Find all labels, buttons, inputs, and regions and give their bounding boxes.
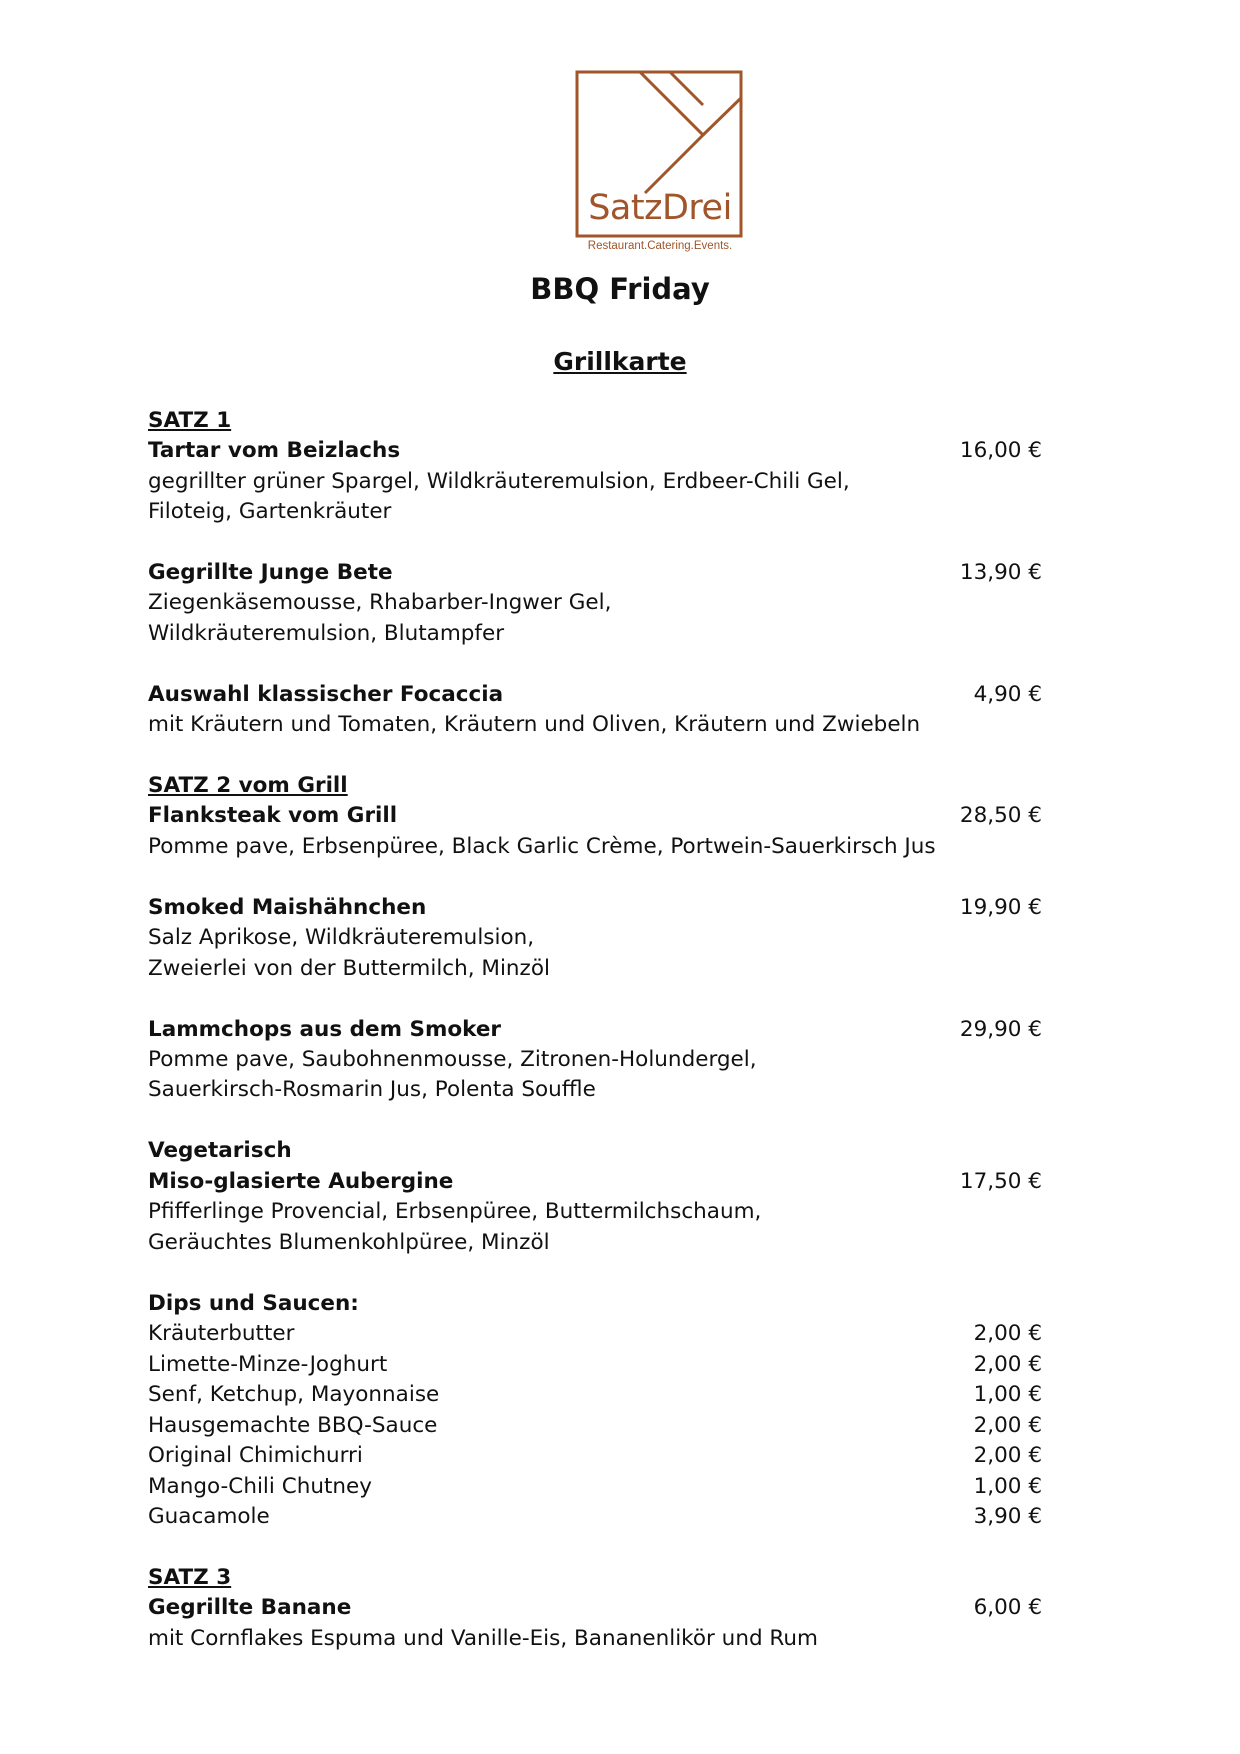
page-title: BBQ Friday — [530, 272, 710, 306]
item-name: Flanksteak vom Grill — [148, 803, 398, 828]
dip-price: 3,90 € — [973, 1504, 1042, 1529]
item-description: Geräuchtes Blumenkohlpüree, Minzöl — [148, 1230, 550, 1255]
section-heading-satz1: SATZ 1 — [148, 408, 232, 433]
item-name: Tartar vom Beizlachs — [148, 438, 401, 463]
dip-price: 1,00 € — [973, 1382, 1042, 1407]
dip-price: 1,00 € — [973, 1474, 1042, 1499]
item-description: Salz Aprikose, Wildkräuteremulsion, — [148, 925, 535, 950]
dip-name: Original Chimichurri — [148, 1443, 363, 1468]
item-name: Auswahl klassischer Focaccia — [148, 682, 504, 707]
menu-subtitle: Grillkarte — [553, 347, 687, 376]
section-heading-satz3: SATZ 3 — [148, 1565, 232, 1590]
dip-price: 2,00 € — [973, 1352, 1042, 1377]
item-price: 13,90 € — [959, 560, 1042, 585]
logo-wordmark: SatzDrei — [588, 188, 732, 228]
item-price: 4,90 € — [973, 682, 1042, 707]
dip-price: 2,00 € — [973, 1413, 1042, 1438]
dip-name: Mango-Chili Chutney — [148, 1474, 372, 1499]
logo-tagline: Restaurant.Catering.Events. — [587, 240, 733, 252]
item-name: Smoked Maishähnchen — [148, 895, 427, 920]
item-description: Sauerkirsch-Rosmarin Jus, Polenta Souffle — [148, 1077, 596, 1102]
item-description: Pfifferlinge Provencial, Erbsenpüree, Buttermilchschaum, — [148, 1199, 762, 1224]
item-price: 29,90 € — [959, 1017, 1042, 1042]
item-description: Pomme pave, Erbsenpüree, Black Garlic Crème, Portwein-Sauerkirsch Jus — [148, 834, 936, 859]
item-name: Gegrillte Junge Bete — [148, 560, 393, 585]
item-price: 28,50 € — [959, 803, 1042, 828]
item-price: 16,00 € — [959, 438, 1042, 463]
item-name: Lammchops aus dem Smoker — [148, 1017, 502, 1042]
item-description: mit Kräutern und Tomaten, Kräutern und Oliven, Kräutern und Zwiebeln — [148, 712, 921, 737]
item-price: 17,50 € — [959, 1169, 1042, 1194]
item-description: mit Cornflakes Espuma und Vanille-Eis, Bananenlikör und Rum — [148, 1626, 818, 1651]
item-name: Miso-glasierte Aubergine — [148, 1169, 454, 1194]
item-description: gegrillter grüner Spargel, Wildkräuteremulsion, Erdbeer-Chili Gel, — [148, 469, 850, 494]
dip-price: 2,00 € — [973, 1443, 1042, 1468]
item-description: Pomme pave, Saubohnenmousse, Zitronen-Holundergel, — [148, 1047, 757, 1072]
dip-price: 2,00 € — [973, 1321, 1042, 1346]
section-heading-dips: Dips und Saucen: — [148, 1291, 359, 1316]
dip-name: Kräuterbutter — [148, 1321, 295, 1346]
section-heading-vegetarian: Vegetarisch — [148, 1138, 292, 1163]
section-heading-satz2: SATZ 2 vom Grill — [148, 773, 348, 798]
dip-name: Limette-Minze-Joghurt — [148, 1352, 388, 1377]
dip-name: Senf, Ketchup, Mayonnaise — [148, 1382, 440, 1407]
item-price: 6,00 € — [973, 1595, 1042, 1620]
dip-name: Hausgemachte BBQ-Sauce — [148, 1413, 438, 1438]
item-price: 19,90 € — [959, 895, 1042, 920]
item-description: Ziegenkäsemousse, Rhabarber-Ingwer Gel, — [148, 590, 612, 615]
dip-name: Guacamole — [148, 1504, 270, 1529]
item-name: Gegrillte Banane — [148, 1595, 352, 1620]
item-description: Filoteig, Gartenkräuter — [148, 499, 392, 524]
logo — [575, 70, 745, 260]
item-description: Wildkräuteremulsion, Blutampfer — [148, 621, 505, 646]
item-description: Zweierlei von der Buttermilch, Minzöl — [148, 956, 550, 981]
